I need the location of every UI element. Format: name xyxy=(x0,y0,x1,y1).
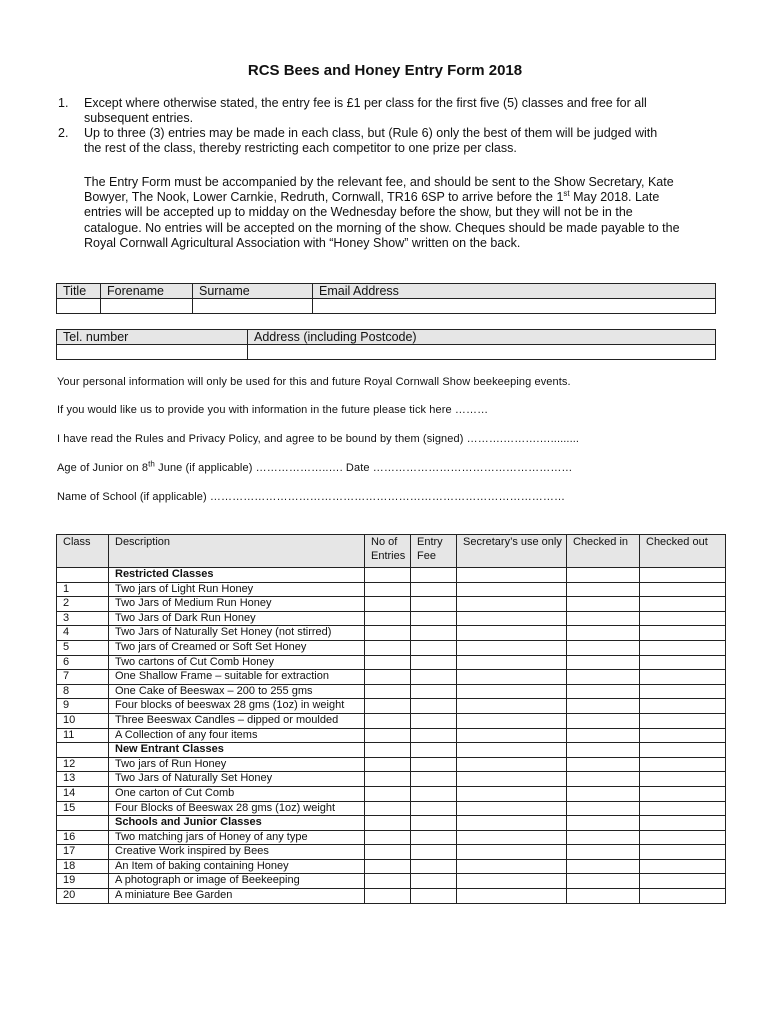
entry-fee-field[interactable] xyxy=(411,670,457,685)
entry-fee-field[interactable] xyxy=(411,611,457,626)
rule-number: 2. xyxy=(58,126,69,140)
no-of-entries-field[interactable] xyxy=(365,816,411,831)
table-row xyxy=(57,684,726,699)
no-of-entries-field[interactable] xyxy=(365,597,411,612)
checked-in-field[interactable] xyxy=(567,889,640,904)
secretary-use-field[interactable] xyxy=(457,568,567,583)
header-title: Title xyxy=(57,284,101,299)
secretary-use-field[interactable] xyxy=(457,640,567,655)
header-forename: Forename xyxy=(101,284,193,299)
surname-field[interactable] xyxy=(193,299,313,314)
no-of-entries-field[interactable] xyxy=(365,743,411,758)
class-number: 13 xyxy=(57,772,109,787)
table-row xyxy=(57,728,726,743)
header-secretary-use: Secretary’s use only xyxy=(457,535,567,568)
secretary-use-field[interactable] xyxy=(457,786,567,801)
table-row xyxy=(57,889,726,904)
table-row xyxy=(57,786,726,801)
class-description: Two Jars of Naturally Set Honey (not stirred) xyxy=(109,626,365,641)
class-number: 3 xyxy=(57,611,109,626)
secretary-use-field[interactable] xyxy=(457,699,567,714)
checked-out-field[interactable] xyxy=(640,670,726,685)
class-number xyxy=(57,816,109,831)
class-description: Two Jars of Naturally Set Honey xyxy=(109,772,365,787)
secretary-use-field[interactable] xyxy=(457,874,567,889)
class-description: Creative Work inspired by Bees xyxy=(109,845,365,860)
table-header-row xyxy=(57,330,716,345)
entry-fee-field[interactable] xyxy=(411,582,457,597)
header-surname: Surname xyxy=(193,284,313,299)
checked-in-field[interactable] xyxy=(567,597,640,612)
secretary-use-field[interactable] xyxy=(457,889,567,904)
intro-text-part1: The Entry Form must be accompanied by the relevant fee, and should be sent to the Show Secretary, Kate Bowyer, The Nook, Lower Carnkie, Redruth, Cornwall, TR16 6SP to arrive before the 1 xyxy=(84,175,674,205)
table-row xyxy=(57,345,716,360)
class-number: 2 xyxy=(57,597,109,612)
class-number: 8 xyxy=(57,684,109,699)
secretary-use-field[interactable] xyxy=(457,859,567,874)
rule-number: 1. xyxy=(58,96,69,110)
secretary-use-field[interactable] xyxy=(457,597,567,612)
no-of-entries-field[interactable] xyxy=(365,655,411,670)
entry-fee-field[interactable] xyxy=(411,816,457,831)
class-number: 5 xyxy=(57,640,109,655)
privacy-note: Your personal information will only be used for this and future Royal Cornwall Show beekeeping events. xyxy=(57,376,571,388)
table-row xyxy=(57,830,726,845)
checked-in-field[interactable] xyxy=(567,670,640,685)
secretary-use-field[interactable] xyxy=(457,845,567,860)
checked-out-field[interactable] xyxy=(640,728,726,743)
no-of-entries-field[interactable] xyxy=(365,874,411,889)
secretary-use-field[interactable] xyxy=(457,830,567,845)
header-tel: Tel. number xyxy=(57,330,248,345)
header-entry-fee: Entry Fee xyxy=(411,535,457,568)
form-title: RCS Bees and Honey Entry Form 2018 xyxy=(247,62,523,79)
class-description: A miniature Bee Garden xyxy=(109,889,365,904)
checked-in-field[interactable] xyxy=(567,830,640,845)
header-email: Email Address xyxy=(313,284,716,299)
table-row xyxy=(57,801,726,816)
class-number: 1 xyxy=(57,582,109,597)
checked-out-field[interactable] xyxy=(640,655,726,670)
entry-fee-field[interactable] xyxy=(411,699,457,714)
rule-item xyxy=(58,96,670,126)
entry-fee-field[interactable] xyxy=(411,786,457,801)
header-address: Address (including Postcode) xyxy=(248,330,716,345)
no-of-entries-field[interactable] xyxy=(365,859,411,874)
no-of-entries-field[interactable] xyxy=(365,713,411,728)
class-description: Three Beeswax Candles – dipped or moulded xyxy=(109,713,365,728)
class-description: A Collection of any four items xyxy=(109,728,365,743)
checked-in-field[interactable] xyxy=(567,611,640,626)
secretary-use-field[interactable] xyxy=(457,757,567,772)
entry-fee-field[interactable] xyxy=(411,889,457,904)
secretary-use-field[interactable] xyxy=(457,670,567,685)
table-row xyxy=(57,640,726,655)
no-of-entries-field[interactable] xyxy=(365,699,411,714)
entry-fee-field[interactable] xyxy=(411,713,457,728)
class-description: Schools and Junior Classes xyxy=(109,816,365,831)
secretary-use-field[interactable] xyxy=(457,626,567,641)
class-number xyxy=(57,743,109,758)
table-header-row xyxy=(57,535,726,568)
checked-out-field[interactable] xyxy=(640,845,726,860)
table-row xyxy=(57,699,726,714)
checked-in-field[interactable] xyxy=(567,786,640,801)
age-text: Age of Junior on 8 xyxy=(57,462,149,474)
table-row xyxy=(57,713,726,728)
checked-out-field[interactable] xyxy=(640,772,726,787)
class-number: 10 xyxy=(57,713,109,728)
header-checked-out: Checked out xyxy=(640,535,726,568)
class-description: One carton of Cut Comb xyxy=(109,786,365,801)
class-description: Two jars of Creamed or Soft Set Honey xyxy=(109,640,365,655)
rule-text: Except where otherwise stated, the entry fee is £1 per class for the first five (5) classes and free for all subsequent entries. xyxy=(84,96,647,125)
class-number: 7 xyxy=(57,670,109,685)
no-of-entries-field[interactable] xyxy=(365,801,411,816)
class-description: Two Jars of Medium Run Honey xyxy=(109,597,365,612)
tel-field[interactable] xyxy=(57,345,248,360)
checked-in-field[interactable] xyxy=(567,801,640,816)
class-number: 11 xyxy=(57,728,109,743)
checked-in-field[interactable] xyxy=(567,568,640,583)
checked-in-field[interactable] xyxy=(567,757,640,772)
class-number: 19 xyxy=(57,874,109,889)
checked-out-field[interactable] xyxy=(640,684,726,699)
checked-out-field[interactable] xyxy=(640,626,726,641)
class-description: One Cake of Beeswax – 200 to 255 gms xyxy=(109,684,365,699)
age-superscript: th xyxy=(148,459,155,469)
table-row xyxy=(57,655,726,670)
email-field[interactable] xyxy=(313,299,716,314)
entry-fee-field[interactable] xyxy=(411,772,457,787)
checked-in-field[interactable] xyxy=(567,845,640,860)
checked-out-field[interactable] xyxy=(640,830,726,845)
class-description: New Entrant Classes xyxy=(109,743,365,758)
intro-superscript: st xyxy=(563,189,570,199)
section-heading-row xyxy=(57,743,726,758)
intro-paragraph xyxy=(84,175,684,251)
no-of-entries-field[interactable] xyxy=(365,786,411,801)
class-description: An Item of baking containing Honey xyxy=(109,859,365,874)
checked-out-field[interactable] xyxy=(640,582,726,597)
class-description: A photograph or image of Beekeeping xyxy=(109,874,365,889)
checked-out-field[interactable] xyxy=(640,699,726,714)
checked-out-field[interactable] xyxy=(640,889,726,904)
class-description: Two jars of Run Honey xyxy=(109,757,365,772)
secretary-use-field[interactable] xyxy=(457,713,567,728)
class-number: 4 xyxy=(57,626,109,641)
entry-fee-field[interactable] xyxy=(411,830,457,845)
entry-fee-field[interactable] xyxy=(411,757,457,772)
class-description: Two Jars of Dark Run Honey xyxy=(109,611,365,626)
secretary-use-field[interactable] xyxy=(457,801,567,816)
class-number: 17 xyxy=(57,845,109,860)
intro-text-part2: May 2018. Late entries will be accepted up to midday on the Wednesday before the show, but they will not be in the catalogue. No entries will be accepted on the morning of the show. Cheques should be made payable to the Royal Cornwall Agricultural Association with “Honey Show” written on the back. xyxy=(84,190,680,250)
signature-line[interactable]: I have read the Rules and Privacy Policy, and agree to be bound by them (signed) ……….……….…......... xyxy=(57,433,580,445)
class-description: Two cartons of Cut Comb Honey xyxy=(109,655,365,670)
section-heading-row xyxy=(57,568,726,583)
entries-table xyxy=(56,534,726,904)
checked-in-field[interactable] xyxy=(567,816,640,831)
no-of-entries-field[interactable] xyxy=(365,611,411,626)
checked-out-field[interactable] xyxy=(640,611,726,626)
no-of-entries-field[interactable] xyxy=(365,757,411,772)
checked-in-field[interactable] xyxy=(567,859,640,874)
checked-in-field[interactable] xyxy=(567,640,640,655)
checked-out-field[interactable] xyxy=(640,786,726,801)
entry-fee-field[interactable] xyxy=(411,874,457,889)
checked-in-field[interactable] xyxy=(567,713,640,728)
contact-details-table xyxy=(56,329,716,360)
title-field[interactable] xyxy=(57,299,101,314)
class-number xyxy=(57,568,109,583)
no-of-entries-field[interactable] xyxy=(365,772,411,787)
rules-list xyxy=(58,96,670,156)
entry-fee-field[interactable] xyxy=(411,743,457,758)
checked-out-field[interactable] xyxy=(640,568,726,583)
checked-in-field[interactable] xyxy=(567,728,640,743)
class-number: 15 xyxy=(57,801,109,816)
checked-out-field[interactable] xyxy=(640,640,726,655)
junior-age-date-line[interactable] xyxy=(57,459,573,474)
entry-fee-field[interactable] xyxy=(411,626,457,641)
no-of-entries-field[interactable] xyxy=(365,640,411,655)
section-heading-row xyxy=(57,816,726,831)
table-header-row xyxy=(57,284,716,299)
checked-out-field[interactable] xyxy=(640,713,726,728)
checked-in-field[interactable] xyxy=(567,626,640,641)
no-of-entries-field[interactable] xyxy=(365,568,411,583)
school-name-line[interactable]: Name of School (if applicable) …………………………………………………………………………………… xyxy=(57,491,566,503)
table-row xyxy=(57,582,726,597)
checked-in-field[interactable] xyxy=(567,699,640,714)
age-date-text: June (if applicable) ………………..…. Date ……………………………………………… xyxy=(154,462,573,474)
class-description: Four Blocks of Beeswax 28 gms (1oz) weight xyxy=(109,801,365,816)
table-row xyxy=(57,757,726,772)
entry-fee-field[interactable] xyxy=(411,684,457,699)
entry-fee-field[interactable] xyxy=(411,728,457,743)
info-tick-line[interactable]: If you would like us to provide you with information in the future please tick here ……… xyxy=(57,404,489,416)
class-description: Restricted Classes xyxy=(109,568,365,583)
class-description: Four blocks of beeswax 28 gms (1oz) in weight xyxy=(109,699,365,714)
table-row xyxy=(57,670,726,685)
secretary-use-field[interactable] xyxy=(457,816,567,831)
entry-fee-field[interactable] xyxy=(411,801,457,816)
entry-fee-field[interactable] xyxy=(411,845,457,860)
header-class: Class xyxy=(57,535,109,568)
class-number: 6 xyxy=(57,655,109,670)
no-of-entries-field[interactable] xyxy=(365,684,411,699)
class-number: 9 xyxy=(57,699,109,714)
entry-fee-field[interactable] xyxy=(411,859,457,874)
checked-in-field[interactable] xyxy=(567,874,640,889)
secretary-use-field[interactable] xyxy=(457,684,567,699)
secretary-use-field[interactable] xyxy=(457,772,567,787)
header-description: Description xyxy=(109,535,365,568)
checked-out-field[interactable] xyxy=(640,743,726,758)
table-row xyxy=(57,859,726,874)
forename-field[interactable] xyxy=(101,299,193,314)
no-of-entries-field[interactable] xyxy=(365,670,411,685)
no-of-entries-field[interactable] xyxy=(365,845,411,860)
checked-out-field[interactable] xyxy=(640,757,726,772)
secretary-use-field[interactable] xyxy=(457,582,567,597)
class-description: Two jars of Light Run Honey xyxy=(109,582,365,597)
class-number: 14 xyxy=(57,786,109,801)
rule-item xyxy=(58,126,670,156)
header-no-of-entries: No of Entries xyxy=(365,535,411,568)
entry-fee-field[interactable] xyxy=(411,655,457,670)
secretary-use-field[interactable] xyxy=(457,728,567,743)
no-of-entries-field[interactable] xyxy=(365,889,411,904)
checked-in-field[interactable] xyxy=(567,655,640,670)
personal-details-table xyxy=(56,283,716,314)
table-row xyxy=(57,874,726,889)
entry-fee-field[interactable] xyxy=(411,640,457,655)
checked-in-field[interactable] xyxy=(567,684,640,699)
no-of-entries-field[interactable] xyxy=(365,626,411,641)
rule-text: Up to three (3) entries may be made in each class, but (Rule 6) only the best of them will be judged with the rest of the class, thereby restricting each competitor to one prize per class. xyxy=(84,126,658,155)
checked-out-field[interactable] xyxy=(640,859,726,874)
table-row xyxy=(57,772,726,787)
table-row xyxy=(57,611,726,626)
table-row xyxy=(57,845,726,860)
checked-out-field[interactable] xyxy=(640,597,726,612)
table-row xyxy=(57,299,716,314)
address-field[interactable] xyxy=(248,345,716,360)
checked-in-field[interactable] xyxy=(567,582,640,597)
table-row xyxy=(57,597,726,612)
class-number: 18 xyxy=(57,859,109,874)
class-number: 20 xyxy=(57,889,109,904)
entry-fee-field[interactable] xyxy=(411,597,457,612)
class-number: 16 xyxy=(57,830,109,845)
table-row xyxy=(57,626,726,641)
checked-out-field[interactable] xyxy=(640,801,726,816)
no-of-entries-field[interactable] xyxy=(365,582,411,597)
secretary-use-field[interactable] xyxy=(457,743,567,758)
checked-out-field[interactable] xyxy=(640,816,726,831)
entry-fee-field[interactable] xyxy=(411,568,457,583)
no-of-entries-field[interactable] xyxy=(365,728,411,743)
class-description: Two matching jars of Honey of any type xyxy=(109,830,365,845)
header-checked-in: Checked in xyxy=(567,535,640,568)
checked-in-field[interactable] xyxy=(567,772,640,787)
class-description: One Shallow Frame – suitable for extraction xyxy=(109,670,365,685)
checked-out-field[interactable] xyxy=(640,874,726,889)
checked-in-field[interactable] xyxy=(567,743,640,758)
no-of-entries-field[interactable] xyxy=(365,830,411,845)
secretary-use-field[interactable] xyxy=(457,611,567,626)
class-number: 12 xyxy=(57,757,109,772)
secretary-use-field[interactable] xyxy=(457,655,567,670)
